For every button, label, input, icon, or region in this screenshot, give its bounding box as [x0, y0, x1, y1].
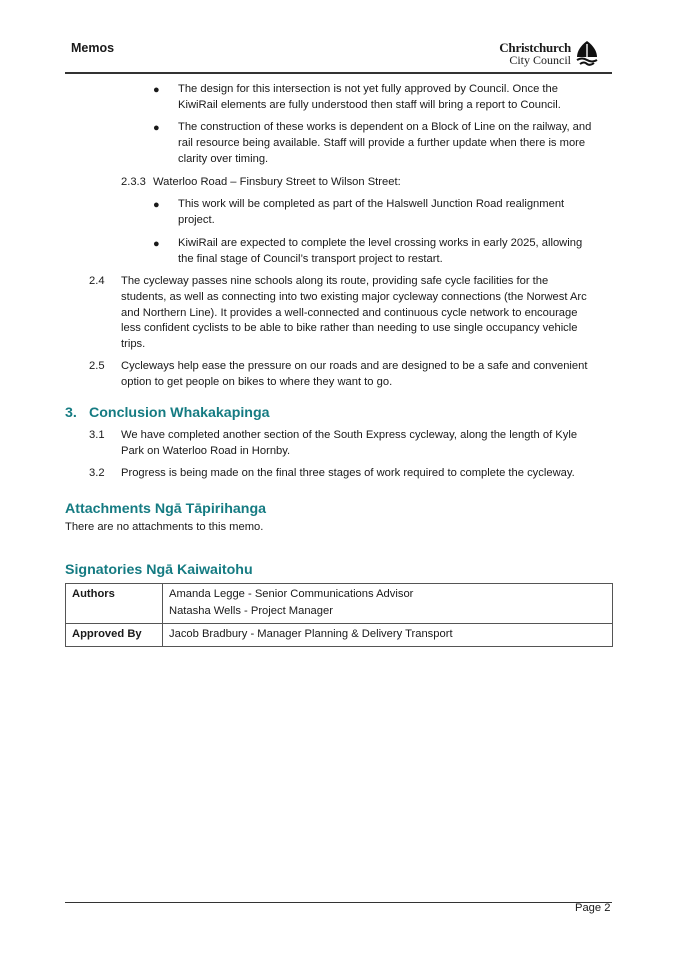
bullet-text	[178, 82, 618, 114]
text-line: KiwiRail elements are fully understood then staff will bring a report to Council.	[178, 98, 561, 111]
page-number: Page 2	[575, 902, 611, 914]
bullet-icon: ●	[153, 199, 160, 211]
text-line: KiwiRail are expected to complete the level crossing works in early 2025, allowing	[178, 237, 583, 249]
text-line: the final stage of Council’s transport project to restart.	[178, 252, 443, 265]
table-row	[66, 584, 613, 624]
text-line: We have completed another section of the South Express cycleway, along the length of Kyle	[121, 429, 578, 441]
signatory-name: Amanda Legge - Senior Communications Advisor	[169, 588, 414, 600]
logo-line2: City Council	[509, 53, 571, 67]
text-line: trips.	[121, 338, 146, 351]
table-row	[66, 624, 613, 647]
bullet-text	[178, 120, 618, 167]
attachments-heading: Attachments Ngā Tāpirihanga	[65, 501, 267, 517]
text-line: The construction of these works is dependent on a Block of Line on the railway, and	[178, 121, 592, 133]
section-number: 3.	[65, 405, 77, 421]
text-line: students, as well as connecting into two existing major cycleway connections (the Norwest Arc	[121, 290, 587, 303]
text-line: This work will be completed as part of the Halswell Junction Road realignment	[178, 198, 565, 210]
council-logo-icon	[575, 40, 599, 66]
paragraph-text	[121, 359, 621, 391]
signatory-names	[163, 584, 613, 624]
text-line: project.	[178, 213, 215, 226]
council-logo	[495, 40, 605, 70]
text-line: option to get people on bikes to where they want to go.	[121, 375, 393, 388]
paragraph-text	[121, 274, 621, 353]
footer-rule	[65, 902, 612, 903]
text-line: and Northern Line). It provides a well-connected and continuous cycle network to encourage	[121, 306, 578, 319]
header-title: Memos	[71, 41, 115, 55]
signatories-heading: Signatories Ngā Kaiwaitohu	[65, 562, 253, 578]
bullet-icon: ●	[153, 122, 160, 134]
text-line: rail resource being available. Staff will provide a further update when there is more	[178, 136, 586, 149]
text-line: clarity over timing.	[178, 152, 269, 165]
signatory-role: Approved By	[66, 624, 163, 647]
bullet-icon: ●	[153, 84, 160, 96]
signatory-name: Natasha Wells - Project Manager	[169, 605, 333, 617]
section-title: Conclusion Whakakapinga	[89, 405, 270, 421]
paragraph-number: 2.5	[89, 360, 105, 372]
text-line: Progress is being made on the final three stages of work required to complete the cycleway.	[121, 467, 575, 479]
text-line: The cycleway passes nine schools along its route, providing safe cycle facilities for the	[121, 275, 549, 287]
bullet-text	[178, 197, 618, 229]
signatories-table	[65, 583, 613, 647]
bullet-text	[178, 236, 618, 268]
paragraph-number: 2.4	[89, 275, 105, 287]
attachments-text: There are no attachments to this memo.	[65, 521, 264, 533]
subsection-heading: Waterloo Road – Finsbury Street to Wilson Street:	[153, 176, 401, 188]
signatory-names	[163, 624, 613, 647]
bullet-icon: ●	[153, 238, 160, 250]
paragraph-number: 3.2	[89, 467, 105, 479]
text-line: less confident cyclists to be able to bike rather than needing to use single occupancy vehicle	[121, 322, 578, 335]
text-line: The design for this intersection is not yet fully approved by Council. Once the	[178, 83, 558, 95]
subsection-number: 2.3.3	[121, 176, 146, 188]
signatory-name: Jacob Bradbury - Manager Planning & Delivery Transport	[169, 628, 453, 640]
text-line: Cycleways help ease the pressure on our roads and are designed to be a safe and convenient	[121, 360, 588, 372]
logo-line1: Christchurch	[499, 40, 571, 55]
header-rule	[65, 72, 612, 74]
text-line: Park on Waterloo Road in Hornby.	[121, 444, 291, 457]
signatory-role: Authors	[66, 584, 163, 624]
paragraph-number: 3.1	[89, 429, 105, 441]
paragraph-text	[121, 466, 621, 482]
paragraph-text	[121, 428, 621, 460]
